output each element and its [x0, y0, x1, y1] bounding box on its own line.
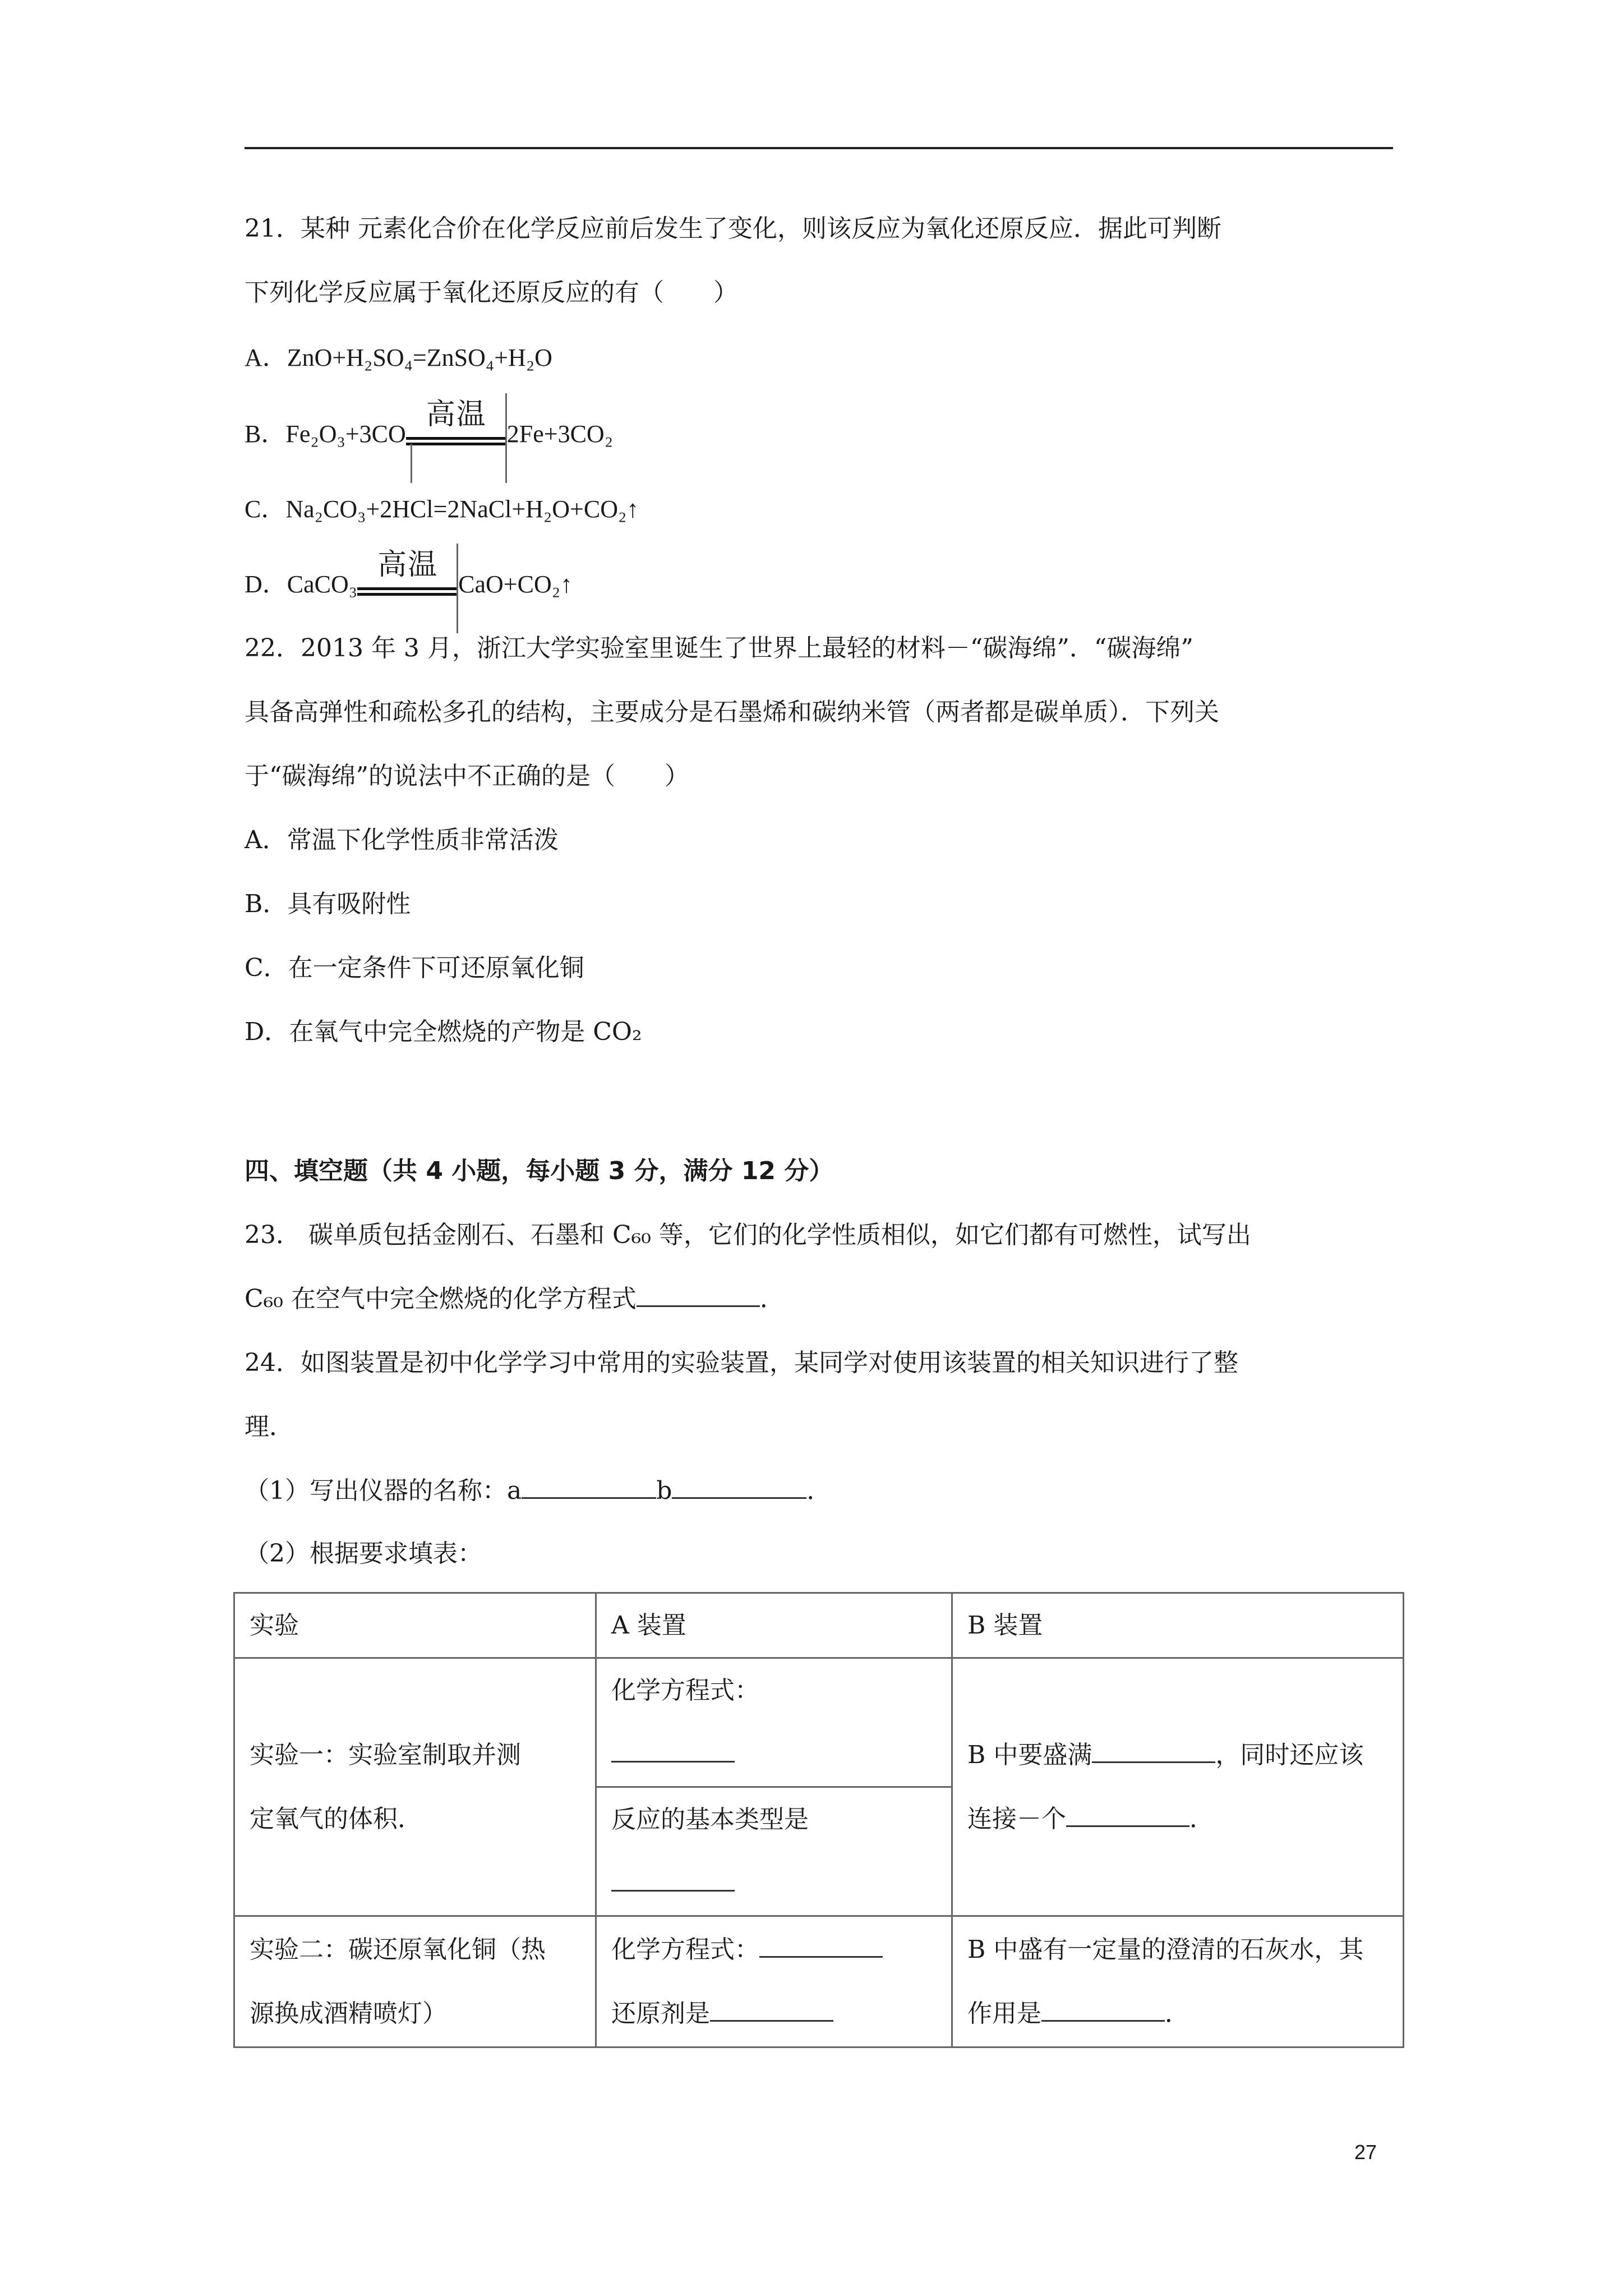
condition-frame-line	[505, 393, 507, 483]
condition-frame-line	[457, 544, 458, 633]
q23-line2-text: C₆₀ 在空气中完全燃烧的化学方程式	[245, 1285, 637, 1313]
experiment-1-equation-blank[interactable]	[611, 1738, 735, 1763]
q22-option-c: C．在一定条件下可还原氧化铜	[245, 954, 584, 982]
option-b-label: B．	[245, 420, 286, 448]
q22-stem-line1: 22．2013 年 3 月，浙江大学实验室里诞生了世界上最轻的材料－“碳海绵”．“碳海绵”	[245, 634, 1193, 662]
q24-sub1	[245, 1474, 831, 1508]
q21-option-c	[245, 493, 639, 526]
b-fill-text2: ，同时还应该	[1215, 1740, 1364, 1769]
experiment-1-line1: 实验一：实验室制取并测	[250, 1740, 521, 1769]
q24-sub1-b: b	[656, 1476, 672, 1505]
q21-option-b	[245, 398, 614, 451]
experiment-1-b-line1	[967, 1738, 1388, 1772]
q24-blank-b[interactable]	[672, 1475, 806, 1499]
reaction-condition-b	[406, 398, 507, 451]
q21-stem-line2: 下列化学反应属于氧化还原反应的有（ ）	[245, 278, 738, 307]
option-a-label: A．	[245, 344, 287, 371]
b-end: ．	[1165, 1999, 1189, 2028]
condition-frame-line	[411, 444, 412, 483]
q24-sub1-text: （1）写出仪器的名称：a	[245, 1476, 522, 1505]
experiment-1-line2: 定氧气的体积．	[250, 1804, 422, 1833]
condition-label: 高温	[426, 398, 487, 431]
experiment-1-name	[234, 1658, 596, 1916]
experiment-2-line1: 实验二：碳还原氧化铜（热	[250, 1935, 546, 1964]
reaction-condition-d	[357, 548, 458, 601]
q22-option-a: A．常温下化学性质非常活泼	[245, 826, 559, 854]
q24-line1: 24．如图装置是初中化学学习中常用的实验装置，某同学对使用该装置的相关知识进行了整	[245, 1349, 1238, 1377]
experiment-1-a-equation	[596, 1658, 952, 1787]
section-4-title: 四、填空题（共 4 小题，每小题 3 分，满分 12 分）	[245, 1157, 834, 1185]
experiment-2-a-line1	[611, 1933, 937, 1967]
equation-label: 化学方程式：	[611, 1676, 759, 1705]
experiment-2-b-line2	[967, 1997, 1388, 2031]
experiment-2-function-blank[interactable]	[1041, 1998, 1165, 2022]
header-rule	[245, 147, 1393, 149]
experiment-table	[233, 1592, 1404, 2048]
experiment-2-a-line2	[611, 1997, 937, 2031]
experiment-2-b	[952, 1916, 1404, 2047]
option-d-reactants: CaCO₃	[287, 570, 358, 598]
table-row	[234, 1658, 1404, 1787]
condition-label: 高温	[377, 548, 439, 582]
b-connect-text: 连接－个	[967, 1804, 1066, 1833]
header-device-b: B 装置	[952, 1593, 1404, 1658]
option-d-label: D．	[245, 570, 287, 598]
experiment-1-b-blank2[interactable]	[1066, 1803, 1189, 1827]
q23-line1: 23． 碳单质包括金刚石、石墨和 C₆₀ 等，它们的化学性质相似，如它们都有可燃性，试写出	[245, 1221, 1251, 1249]
q24-sub1-end: ．	[806, 1476, 832, 1505]
option-b-reactants: Fe₂O₃+3CO	[285, 420, 406, 448]
experiment-1-b	[952, 1658, 1404, 1916]
b-end: ．	[1189, 1804, 1214, 1833]
option-b-products: 2Fe+3CO₂	[506, 420, 614, 448]
experiment-2-equation-blank[interactable]	[759, 1934, 883, 1958]
q21-option-a	[245, 341, 552, 375]
q24-line2: 理．	[245, 1412, 294, 1441]
q21-stem-line1: 21．某种 元素化合价在化学反应前后发生了变化，则该反应为氧化还原反应．据此可判断	[245, 214, 1221, 243]
experiment-1-b-blank1[interactable]	[1092, 1739, 1215, 1763]
q22-option-d: D．在氧气中完全燃烧的产物是 CO₂	[245, 1018, 642, 1046]
q22-stem-line3: 于“碳海绵”的说法中不正确的是（ ）	[245, 762, 689, 790]
table-row	[234, 1916, 1404, 2047]
reaction-type-label: 反应的基本类型是	[611, 1805, 809, 1834]
experiment-2-line2: 源换成酒精喷灯）	[250, 1999, 447, 2028]
double-bar	[406, 437, 507, 445]
b-fill-text: B 中要盛满	[967, 1740, 1092, 1769]
experiment-2-name	[234, 1916, 596, 2047]
experiment-2-a	[596, 1916, 952, 2047]
q21-option-d	[245, 548, 573, 601]
equation-label: 化学方程式：	[611, 1935, 759, 1964]
double-bar	[357, 587, 458, 596]
experiment-1-b-line2	[967, 1802, 1388, 1836]
reducing-agent-label: 还原剂是	[611, 1999, 710, 2028]
option-a-equation: ZnO+H₂SO₄=ZnSO₄+H₂O	[287, 344, 552, 371]
option-c-equation: Na₂CO₃+2HCl=2NaCl+H₂O+CO₂↑	[285, 495, 639, 523]
page-number: 27	[1354, 2141, 1377, 2164]
q22-option-b: B．具有吸附性	[245, 890, 411, 918]
table-header-row	[234, 1593, 1404, 1658]
q24-blank-a[interactable]	[522, 1475, 656, 1499]
q24-sub2: （2）根据要求填表：	[245, 1539, 482, 1568]
experiment-2-reducer-blank[interactable]	[710, 1998, 833, 2022]
experiment-2-b-line1: B 中盛有一定量的澄清的石灰水，其	[967, 1935, 1364, 1964]
experiment-1-a-type	[596, 1787, 952, 1916]
header-experiment: 实验	[234, 1593, 596, 1658]
function-label: 作用是	[967, 1999, 1041, 2028]
option-c-label: C．	[245, 495, 286, 523]
q23-line2-end: ．	[759, 1285, 785, 1313]
option-d-products: CaO+CO₂↑	[458, 570, 573, 598]
q23-answer-blank[interactable]	[637, 1283, 760, 1307]
experiment-1-type-blank[interactable]	[611, 1867, 735, 1892]
q22-stem-line2: 具备高弹性和疏松多孔的结构，主要成分是石墨烯和碳纳米管（两者都是碳单质）．下列关	[245, 698, 1219, 726]
header-device-a: A 装置	[596, 1593, 952, 1658]
q23-line2	[245, 1282, 785, 1316]
